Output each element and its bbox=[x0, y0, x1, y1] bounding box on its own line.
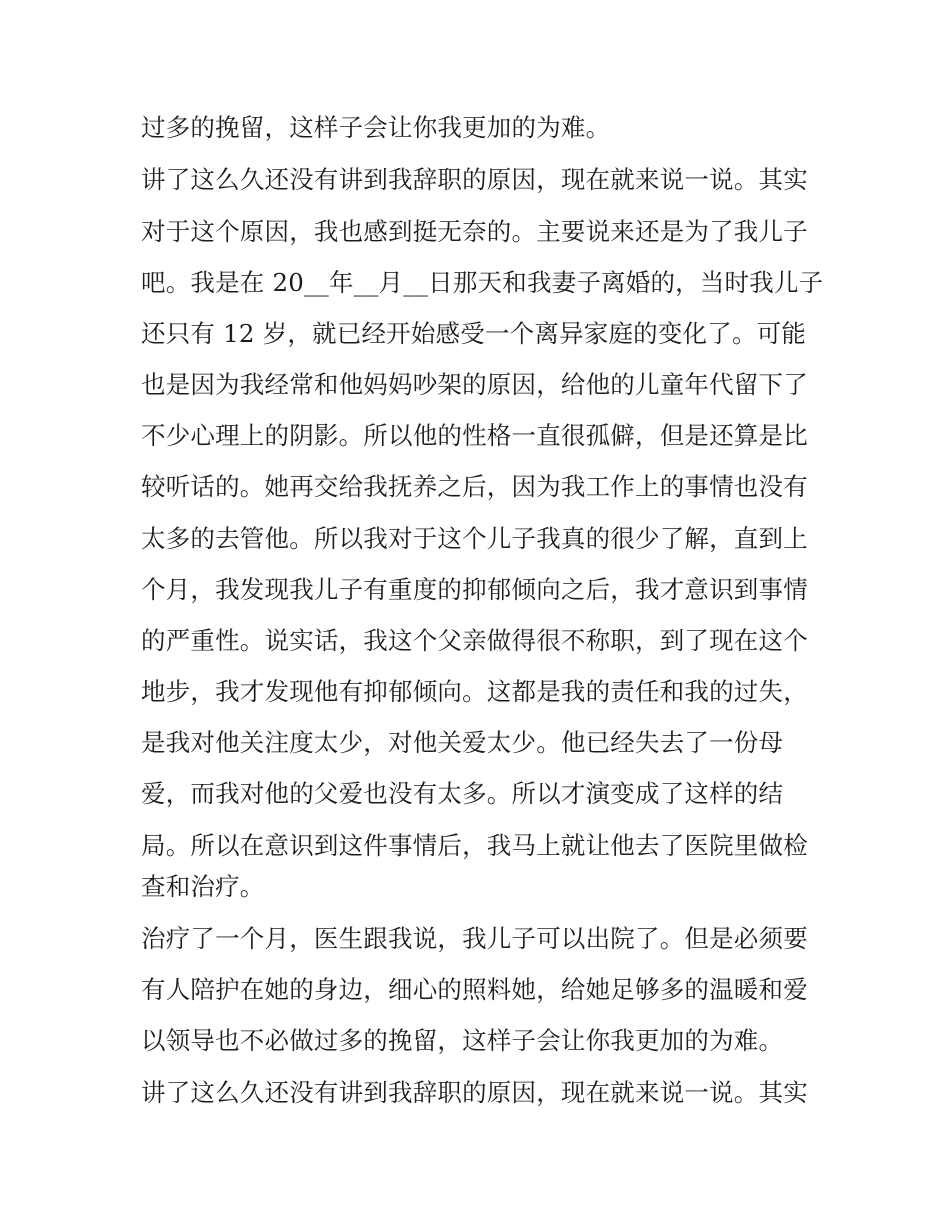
text-line: 还只有 12 岁，就已经开始感受一个离异家庭的变化了。可能 bbox=[141, 319, 807, 348]
text-line: 讲了这么久还没有讲到我辞职的原因，现在就来说一说。其实 bbox=[141, 165, 808, 194]
text-line: 过多的挽留，这样子会让你我更加的为难。 bbox=[141, 113, 611, 142]
text-line: 查和治疗。 bbox=[141, 872, 265, 901]
text-line: 讲了这么久还没有讲到我辞职的原因，现在就来说一说。其实 bbox=[141, 1078, 808, 1107]
text-line: 的严重性。说实话，我这个父亲做得很不称职，到了现在这个 bbox=[141, 626, 808, 655]
text-line: 爱，而我对他的父爱也没有太多。所以才演变成了这样的结 bbox=[141, 779, 784, 808]
text-line: 对于这个原因，我也感到挺无奈的。主要说来还是为了我儿子 bbox=[141, 217, 808, 246]
text-line: 太多的去管他。所以我对于这个儿子我真的很少了解，直到上 bbox=[141, 524, 808, 553]
text-line: 局。所以在意识到这件事情后，我马上就让他去了医院里做检 bbox=[141, 831, 808, 860]
text-line: 治疗了一个月，医生跟我说，我儿子可以出院了。但是必须要 bbox=[141, 924, 808, 953]
text-line: 不少心理上的阴影。所以他的性格一直很孤僻，但是还算是比 bbox=[141, 421, 808, 450]
text-line: 地步，我才发现他有抑郁倾向。这都是我的责任和我的过失， bbox=[141, 677, 808, 706]
text-line: 有人陪护在她的身边，细心的照料她，给她足够多的温暖和爱 bbox=[141, 975, 808, 1004]
text-line: 也是因为我经常和他妈妈吵架的原因，给他的儿童年代留下了 bbox=[141, 370, 808, 399]
text-line: 吧。我是在 20__年__月__日那天和我妻子离婚的，当时我儿子 bbox=[141, 268, 824, 297]
text-line: 是我对他关注度太少，对他关爱太少。他已经失去了一份母 bbox=[141, 728, 784, 757]
text-line: 以领导也不必做过多的挽留，这样子会让你我更加的为难。 bbox=[141, 1026, 784, 1055]
text-line: 个月，我发现我儿子有重度的抑郁倾向之后，我才意识到事情 bbox=[141, 575, 808, 604]
text-line: 较听话的。她再交给我抚养之后，因为我工作上的事情也没有 bbox=[141, 472, 808, 501]
